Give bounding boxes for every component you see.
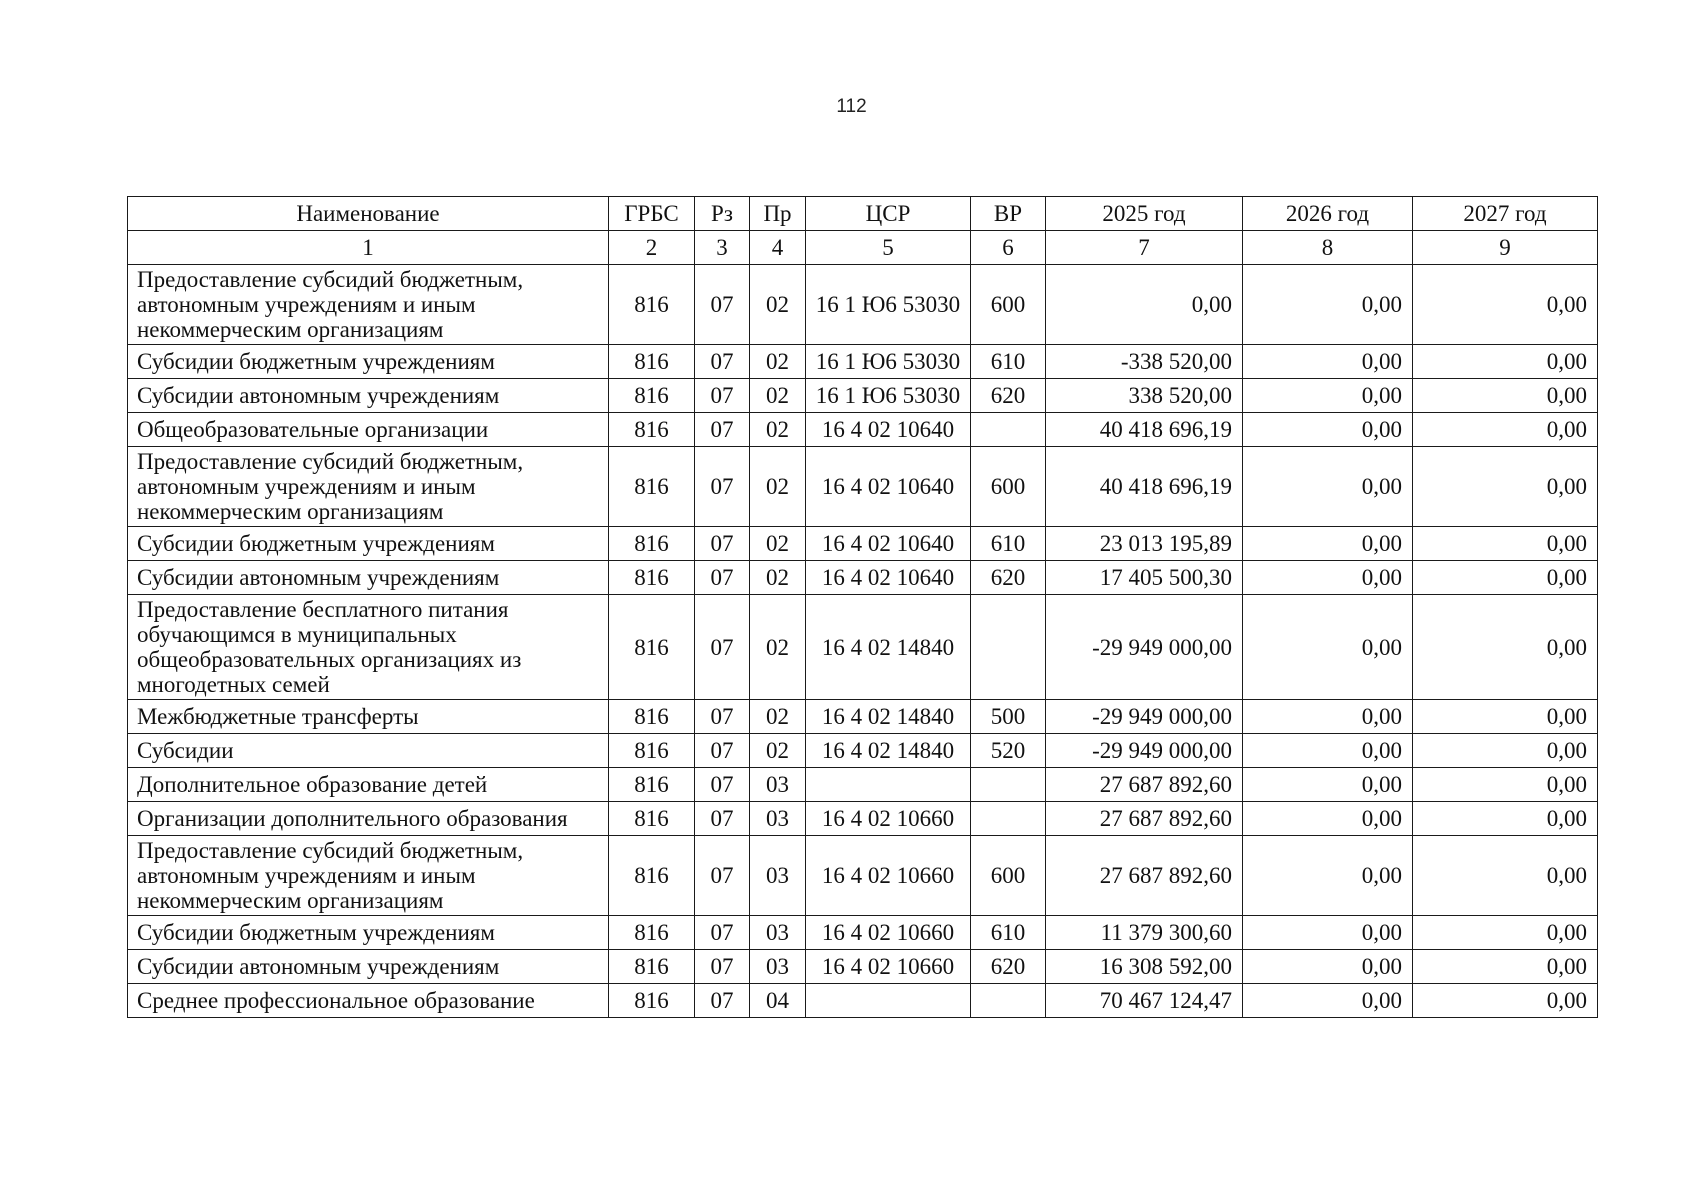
name-cell: Межбюджетные трансферты — [128, 700, 609, 734]
csr-cell: 16 4 02 10640 — [806, 527, 971, 561]
table-row — [128, 265, 1598, 345]
amount-2027-cell: 0,00 — [1413, 527, 1598, 561]
header-cell-vr: ВР — [971, 197, 1046, 231]
rz-cell: 07 — [695, 413, 750, 447]
amount-2026-cell: 0,00 — [1243, 561, 1413, 595]
amount-2026-cell: 0,00 — [1243, 984, 1413, 1018]
grbs-cell: 816 — [609, 345, 695, 379]
rz-cell: 07 — [695, 379, 750, 413]
grbs-cell: 816 — [609, 916, 695, 950]
grbs-cell: 816 — [609, 527, 695, 561]
csr-cell: 16 4 02 10660 — [806, 950, 971, 984]
grbs-cell: 816 — [609, 561, 695, 595]
vr-cell: 610 — [971, 527, 1046, 561]
name-cell: Субсидии автономным учреждениям — [128, 950, 609, 984]
amount-2025-cell: -29 949 000,00 — [1046, 734, 1243, 768]
table-body — [128, 197, 1598, 1018]
grbs-cell: 816 — [609, 265, 695, 345]
name-cell: Субсидии бюджетным учреждениям — [128, 916, 609, 950]
csr-cell: 16 1 Ю6 53030 — [806, 345, 971, 379]
name-cell: Дополнительное образование детей — [128, 768, 609, 802]
grbs-cell: 816 — [609, 950, 695, 984]
pr-cell: 02 — [750, 595, 806, 700]
pr-cell: 03 — [750, 768, 806, 802]
pr-cell: 03 — [750, 802, 806, 836]
name-cell: Субсидии автономным учреждениям — [128, 379, 609, 413]
column-number-cell: 4 — [750, 231, 806, 265]
name-cell: Субсидии автономным учреждениям — [128, 561, 609, 595]
name-cell: Организации дополнительного образования — [128, 802, 609, 836]
csr-cell: 16 4 02 10640 — [806, 413, 971, 447]
column-number-cell: 5 — [806, 231, 971, 265]
amount-2027-cell: 0,00 — [1413, 447, 1598, 527]
grbs-cell: 816 — [609, 379, 695, 413]
column-number-cell: 9 — [1413, 231, 1598, 265]
budget-table — [127, 196, 1598, 1018]
header-cell-pr: Пр — [750, 197, 806, 231]
rz-cell: 07 — [695, 984, 750, 1018]
amount-2025-cell: 11 379 300,60 — [1046, 916, 1243, 950]
amount-2027-cell: 0,00 — [1413, 768, 1598, 802]
amount-2025-cell: 27 687 892,60 — [1046, 836, 1243, 916]
column-number-cell: 3 — [695, 231, 750, 265]
name-cell: Общеобразовательные организации — [128, 413, 609, 447]
column-number-row — [128, 231, 1598, 265]
amount-2027-cell: 0,00 — [1413, 734, 1598, 768]
vr-cell: 600 — [971, 265, 1046, 345]
amount-2025-cell: 40 418 696,19 — [1046, 447, 1243, 527]
amount-2026-cell: 0,00 — [1243, 950, 1413, 984]
amount-2025-cell: 17 405 500,30 — [1046, 561, 1243, 595]
table-row — [128, 916, 1598, 950]
grbs-cell: 816 — [609, 768, 695, 802]
amount-2027-cell: 0,00 — [1413, 984, 1598, 1018]
rz-cell: 07 — [695, 527, 750, 561]
vr-cell: 620 — [971, 379, 1046, 413]
table-row — [128, 734, 1598, 768]
amount-2027-cell: 0,00 — [1413, 836, 1598, 916]
grbs-cell: 816 — [609, 595, 695, 700]
table-row — [128, 950, 1598, 984]
table-row — [128, 561, 1598, 595]
pr-cell: 02 — [750, 379, 806, 413]
pr-cell: 02 — [750, 345, 806, 379]
page-number: 112 — [836, 96, 867, 117]
rz-cell: 07 — [695, 802, 750, 836]
name-cell: Субсидии бюджетным учреждениям — [128, 527, 609, 561]
amount-2027-cell: 0,00 — [1413, 379, 1598, 413]
rz-cell: 07 — [695, 734, 750, 768]
header-cell-grbs: ГРБС — [609, 197, 695, 231]
grbs-cell: 816 — [609, 700, 695, 734]
header-cell-2025: 2025 год — [1046, 197, 1243, 231]
csr-cell: 16 1 Ю6 53030 — [806, 379, 971, 413]
csr-cell: 16 4 02 10640 — [806, 561, 971, 595]
vr-cell — [971, 413, 1046, 447]
header-cell-2026: 2026 год — [1243, 197, 1413, 231]
pr-cell: 02 — [750, 700, 806, 734]
pr-cell: 03 — [750, 916, 806, 950]
amount-2025-cell: 27 687 892,60 — [1046, 768, 1243, 802]
amount-2025-cell: 70 467 124,47 — [1046, 984, 1243, 1018]
rz-cell: 07 — [695, 950, 750, 984]
grbs-cell: 816 — [609, 836, 695, 916]
grbs-cell: 816 — [609, 802, 695, 836]
table-row — [128, 447, 1598, 527]
column-number-cell: 1 — [128, 231, 609, 265]
table-row — [128, 345, 1598, 379]
amount-2027-cell: 0,00 — [1413, 802, 1598, 836]
header-cell-name: Наименование — [128, 197, 609, 231]
header-cell-csr: ЦСР — [806, 197, 971, 231]
amount-2027-cell: 0,00 — [1413, 950, 1598, 984]
name-cell: Субсидии бюджетным учреждениям — [128, 345, 609, 379]
csr-cell: 16 4 02 10660 — [806, 916, 971, 950]
name-cell: Предоставление субсидий бюджетным, автономным учреждениям и иным некоммерческим организациям — [128, 836, 609, 916]
name-cell: Предоставление бесплатного питания обучающимся в муниципальных общеобразовательных организациях из многодетных семей — [128, 595, 609, 700]
amount-2026-cell: 0,00 — [1243, 836, 1413, 916]
pr-cell: 02 — [750, 561, 806, 595]
amount-2026-cell: 0,00 — [1243, 345, 1413, 379]
amount-2025-cell: -338 520,00 — [1046, 345, 1243, 379]
amount-2025-cell: 40 418 696,19 — [1046, 413, 1243, 447]
csr-cell: 16 4 02 10660 — [806, 836, 971, 916]
amount-2026-cell: 0,00 — [1243, 595, 1413, 700]
pr-cell: 02 — [750, 413, 806, 447]
vr-cell: 500 — [971, 700, 1046, 734]
vr-cell: 610 — [971, 916, 1046, 950]
pr-cell: 03 — [750, 950, 806, 984]
vr-cell: 520 — [971, 734, 1046, 768]
vr-cell — [971, 768, 1046, 802]
csr-cell: 16 4 02 14840 — [806, 595, 971, 700]
pr-cell: 03 — [750, 836, 806, 916]
pr-cell: 04 — [750, 984, 806, 1018]
amount-2027-cell: 0,00 — [1413, 561, 1598, 595]
csr-cell: 16 4 02 14840 — [806, 700, 971, 734]
rz-cell: 07 — [695, 265, 750, 345]
rz-cell: 07 — [695, 595, 750, 700]
column-number-cell: 8 — [1243, 231, 1413, 265]
amount-2025-cell: -29 949 000,00 — [1046, 595, 1243, 700]
csr-cell: 16 4 02 14840 — [806, 734, 971, 768]
rz-cell: 07 — [695, 700, 750, 734]
amount-2025-cell: 338 520,00 — [1046, 379, 1243, 413]
rz-cell: 07 — [695, 561, 750, 595]
rz-cell: 07 — [695, 345, 750, 379]
table-row — [128, 527, 1598, 561]
pr-cell: 02 — [750, 734, 806, 768]
csr-cell — [806, 984, 971, 1018]
rz-cell: 07 — [695, 447, 750, 527]
table-row — [128, 595, 1598, 700]
rz-cell: 07 — [695, 916, 750, 950]
amount-2026-cell: 0,00 — [1243, 447, 1413, 527]
vr-cell: 620 — [971, 950, 1046, 984]
csr-cell: 16 4 02 10640 — [806, 447, 971, 527]
table-row — [128, 984, 1598, 1018]
amount-2025-cell: 0,00 — [1046, 265, 1243, 345]
vr-cell: 610 — [971, 345, 1046, 379]
amount-2027-cell: 0,00 — [1413, 595, 1598, 700]
pr-cell: 02 — [750, 527, 806, 561]
table-row — [128, 379, 1598, 413]
amount-2025-cell: 16 308 592,00 — [1046, 950, 1243, 984]
name-cell: Среднее профессиональное образование — [128, 984, 609, 1018]
header-cell-2027: 2027 год — [1413, 197, 1598, 231]
amount-2026-cell: 0,00 — [1243, 527, 1413, 561]
rz-cell: 07 — [695, 768, 750, 802]
amount-2027-cell: 0,00 — [1413, 265, 1598, 345]
vr-cell: 600 — [971, 836, 1046, 916]
vr-cell — [971, 802, 1046, 836]
table-row — [128, 802, 1598, 836]
amount-2026-cell: 0,00 — [1243, 700, 1413, 734]
name-cell: Предоставление субсидий бюджетным, автономным учреждениям и иным некоммерческим организациям — [128, 447, 609, 527]
csr-cell: 16 1 Ю6 53030 — [806, 265, 971, 345]
name-cell: Субсидии — [128, 734, 609, 768]
vr-cell — [971, 595, 1046, 700]
vr-cell: 600 — [971, 447, 1046, 527]
table-row — [128, 768, 1598, 802]
amount-2025-cell: 27 687 892,60 — [1046, 802, 1243, 836]
column-number-cell: 6 — [971, 231, 1046, 265]
amount-2026-cell: 0,00 — [1243, 265, 1413, 345]
amount-2026-cell: 0,00 — [1243, 916, 1413, 950]
amount-2025-cell: 23 013 195,89 — [1046, 527, 1243, 561]
table-row — [128, 836, 1598, 916]
amount-2026-cell: 0,00 — [1243, 768, 1413, 802]
column-number-cell: 7 — [1046, 231, 1243, 265]
amount-2026-cell: 0,00 — [1243, 379, 1413, 413]
rz-cell: 07 — [695, 836, 750, 916]
csr-cell — [806, 768, 971, 802]
amount-2026-cell: 0,00 — [1243, 413, 1413, 447]
pr-cell: 02 — [750, 265, 806, 345]
grbs-cell: 816 — [609, 984, 695, 1018]
amount-2027-cell: 0,00 — [1413, 916, 1598, 950]
name-cell: Предоставление субсидий бюджетным, автономным учреждениям и иным некоммерческим организациям — [128, 265, 609, 345]
table-header-row — [128, 197, 1598, 231]
vr-cell: 620 — [971, 561, 1046, 595]
table-row — [128, 700, 1598, 734]
amount-2025-cell: -29 949 000,00 — [1046, 700, 1243, 734]
amount-2027-cell: 0,00 — [1413, 700, 1598, 734]
grbs-cell: 816 — [609, 447, 695, 527]
grbs-cell: 816 — [609, 734, 695, 768]
vr-cell — [971, 984, 1046, 1018]
amount-2027-cell: 0,00 — [1413, 413, 1598, 447]
amount-2026-cell: 0,00 — [1243, 734, 1413, 768]
header-cell-rz: Рз — [695, 197, 750, 231]
amount-2026-cell: 0,00 — [1243, 802, 1413, 836]
grbs-cell: 816 — [609, 413, 695, 447]
csr-cell: 16 4 02 10660 — [806, 802, 971, 836]
pr-cell: 02 — [750, 447, 806, 527]
amount-2027-cell: 0,00 — [1413, 345, 1598, 379]
table-row — [128, 413, 1598, 447]
column-number-cell: 2 — [609, 231, 695, 265]
